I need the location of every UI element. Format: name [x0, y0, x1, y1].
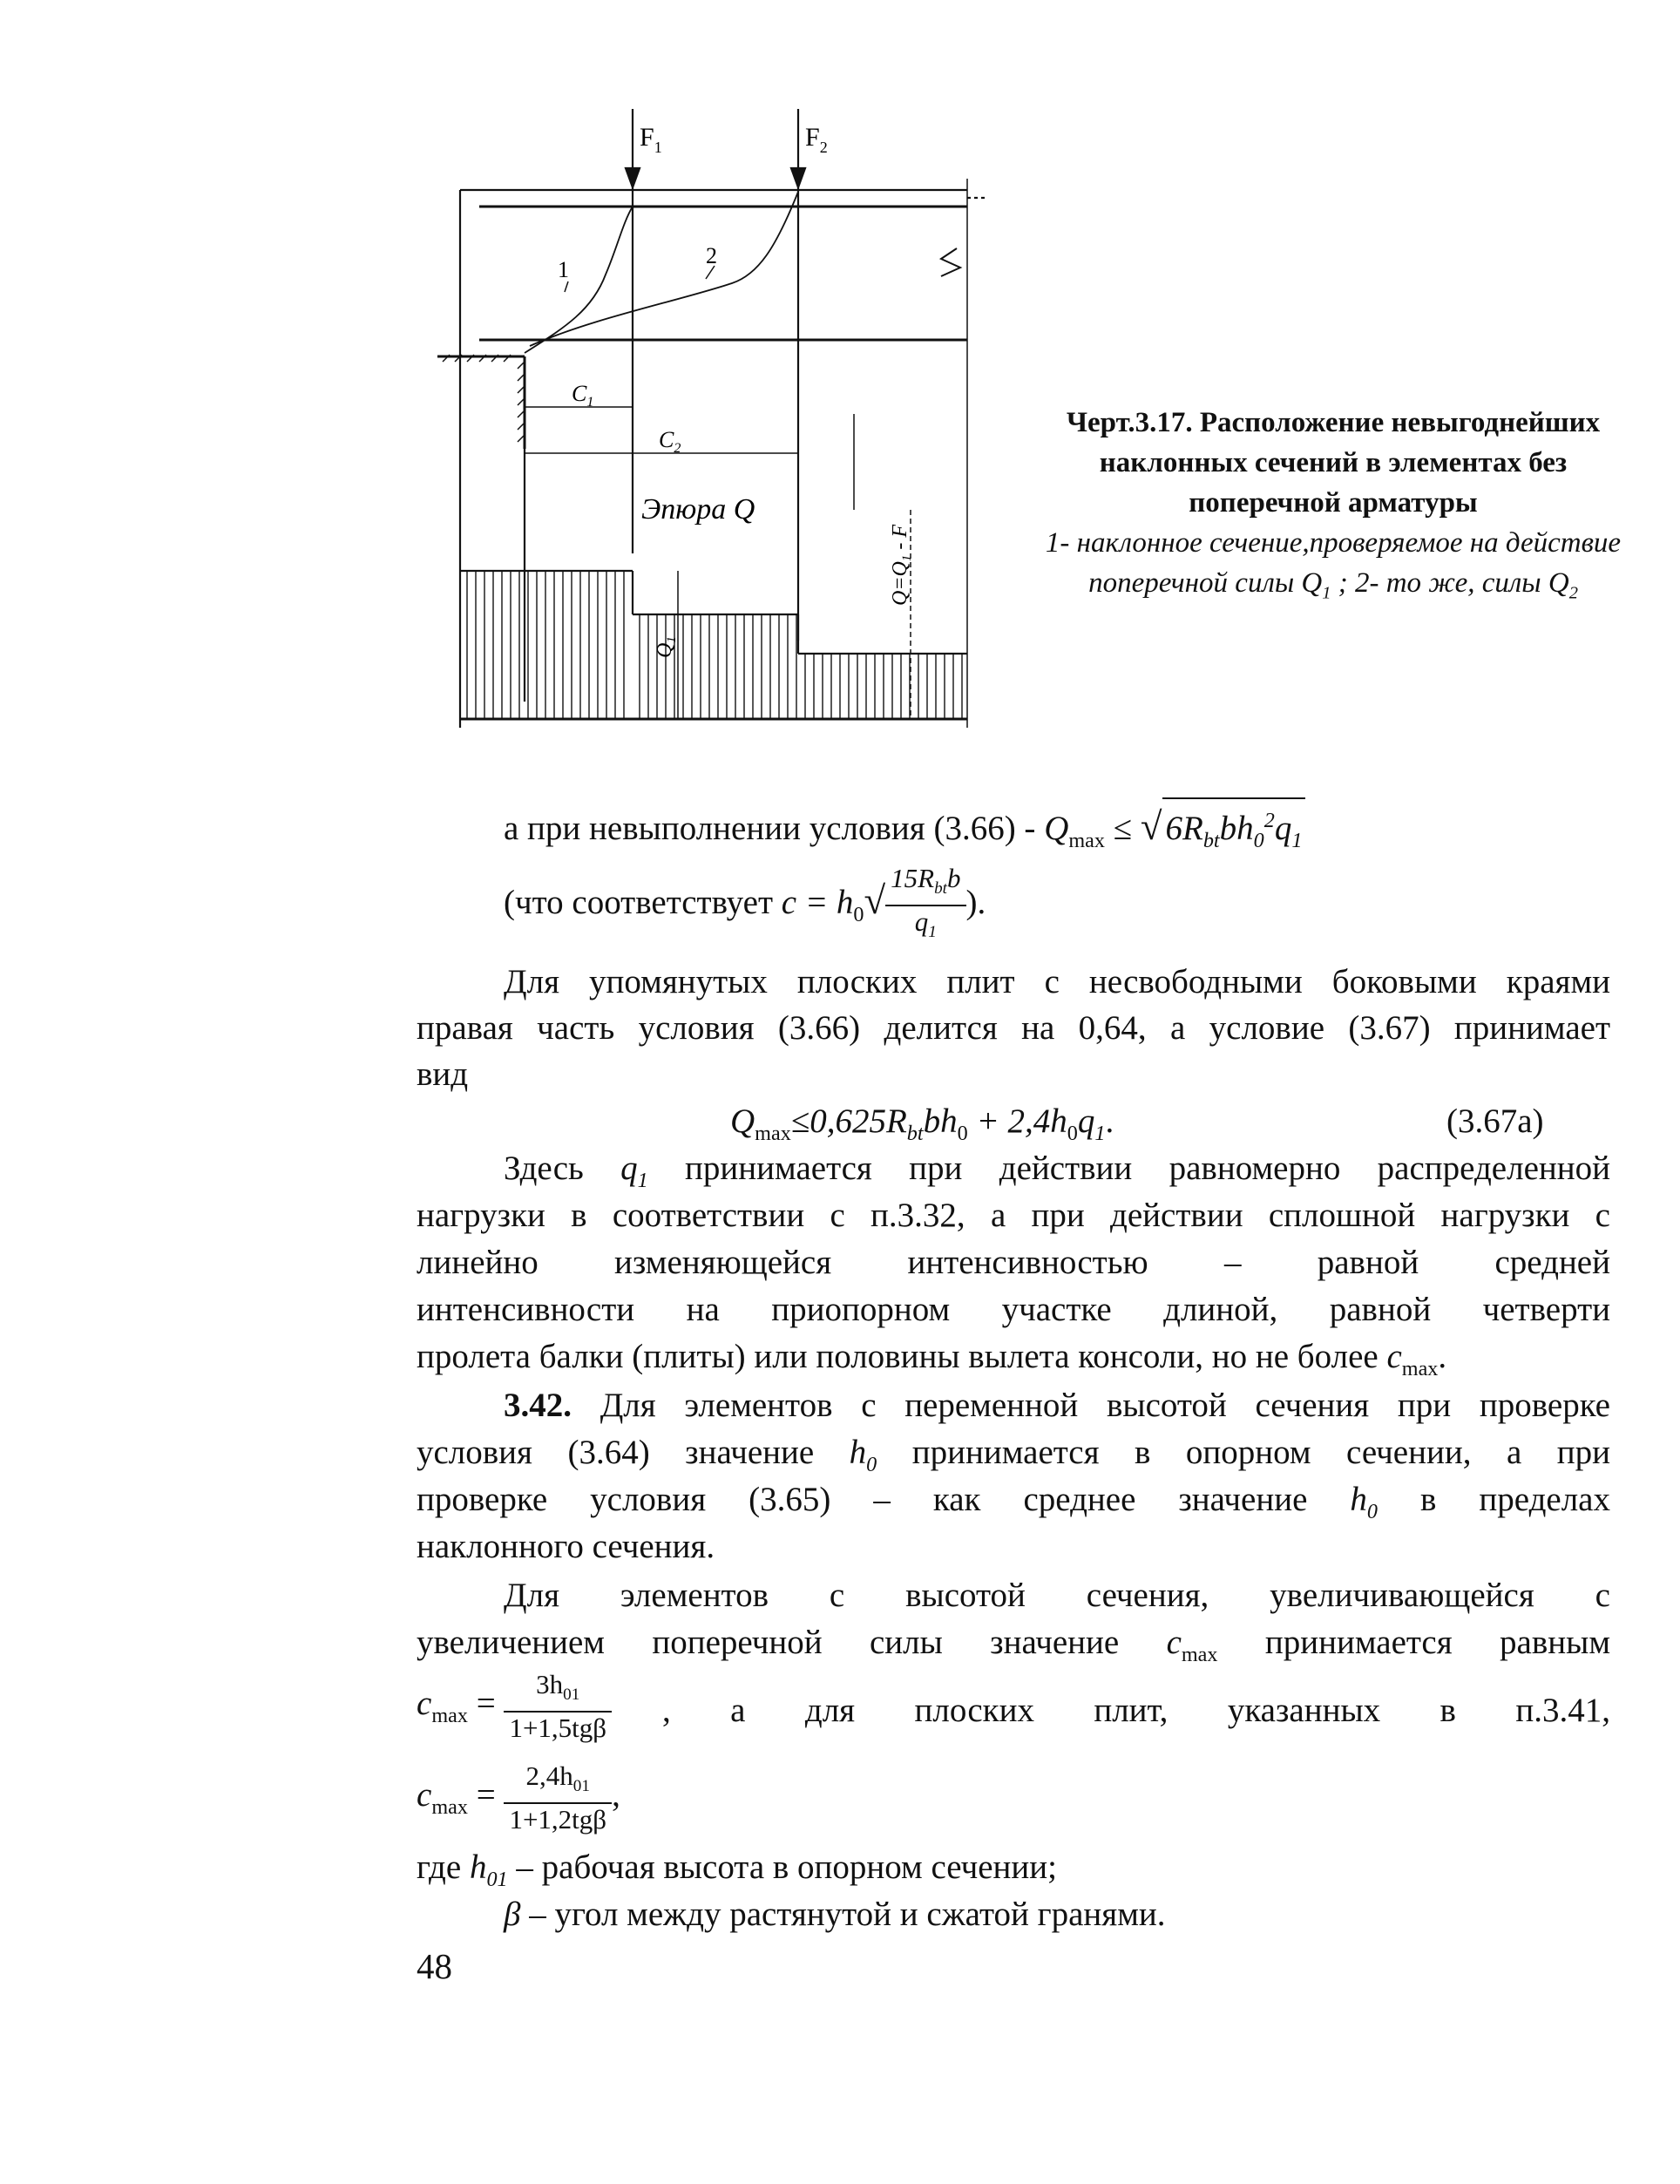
c1-label: $C_1$: [572, 381, 594, 410]
force2-label: $F_2$: [805, 123, 828, 156]
p2-line5: пролета балки (плиты) или половины вылета консоли, но не более $c_{max}$.: [417, 1338, 1447, 1380]
p4-line3: , а для плоских плит, указанных в п.3.41,: [662, 1692, 1610, 1729]
figure-caption: [1028, 403, 1638, 614]
p3-line3: проверке условия (3.65) – как среднее значение $h_0$ в пределах: [417, 1481, 1610, 1523]
line-condition-366: а при невыполнении условия $(3.66) - Q_{max}$ ≤ √ $6R_{bt}bh_0^2q_1$: [504, 797, 1680, 863]
p4-line1: Для элементов с высотой сечения, увеличивающейся с: [504, 1577, 1610, 1614]
p1-line3: вид: [417, 1055, 469, 1093]
line-c-relation: (что соответствует $c = h_0√$ $\frac{15R_{bt}b}{q_1}$ ).: [504, 863, 986, 942]
where-line: где $h_{01}$ – рабочая высота в опорном сечении;: [417, 1848, 1057, 1891]
p2-line1: Здесь $q_1$ принимается при действии равномерно распределенной: [504, 1150, 1610, 1192]
p3-line4: наклонного сечения.: [417, 1528, 715, 1565]
force1-label: $F_1$: [640, 123, 662, 156]
p1-line2: правая часть условия (3.66) делится на 0,64, а условие (3.67) принимает: [417, 1009, 1610, 1047]
curve1-label: 1: [558, 257, 569, 282]
caption-note: 1- наклонное сечение,проверяемое на действие поперечной силы $Q_1$ ; 2- то же, силы $Q_2$: [1045, 527, 1622, 603]
curve2-label: 2: [706, 243, 717, 268]
cmax-formula-1: $c_{max}$ = $\frac{3h_{01}}{\text{1+1,5tgβ}}$: [417, 1669, 1610, 1744]
page-number: 48: [417, 1946, 452, 1986]
p1-line1: Для упомянутых плоских плит с несвободными боковыми краями: [504, 963, 1610, 1000]
c2-label: $C_2$: [659, 427, 681, 456]
p3-line2: условия (3.64) значение $h_0$ принимается в опорном сечении, а при: [417, 1434, 1610, 1476]
q1-label: $Q_1$: [654, 636, 679, 658]
p2-line4: интенсивности на приопорном участке длиной, равной четверти: [417, 1291, 1610, 1328]
p3-line1: 3.42. Для элементов с переменной высотой сечения при проверке: [504, 1387, 1610, 1424]
beta-line: β – угол между растянутой и сжатой гранями.: [504, 1896, 1166, 1933]
p4-line2: увеличением поперечной силы значение $c_{max}$ принимается равным: [417, 1624, 1610, 1666]
caption-title: Черт.3.17. Расположение невыгоднейших наклонных сечений в элементах без поперечной арматуры: [1066, 407, 1601, 519]
p2-line2: нагрузки в соответствии с п.3.32, а при действии сплошной нагрузки с: [417, 1197, 1610, 1234]
p2-line3: линейно изменяющейся интенсивностью – равной средней: [417, 1244, 1610, 1281]
cmax-formula-2: $c_{max}$ = $\frac{2,4h_{01}}{\text{1+1,2tgβ}}$ ,: [417, 1760, 620, 1835]
q2-label: $Q=Q_1 - F$: [889, 524, 914, 606]
diagram-label: Эпюра Q: [641, 493, 755, 526]
equation-367a: $Q_{max}\le 0,625R_{bt}bh_0 + 2,4h_0q_1$.: [730, 1102, 1114, 1145]
equation-number: (3.67а): [1446, 1102, 1544, 1140]
figure-inclined-sections: [418, 100, 1020, 763]
